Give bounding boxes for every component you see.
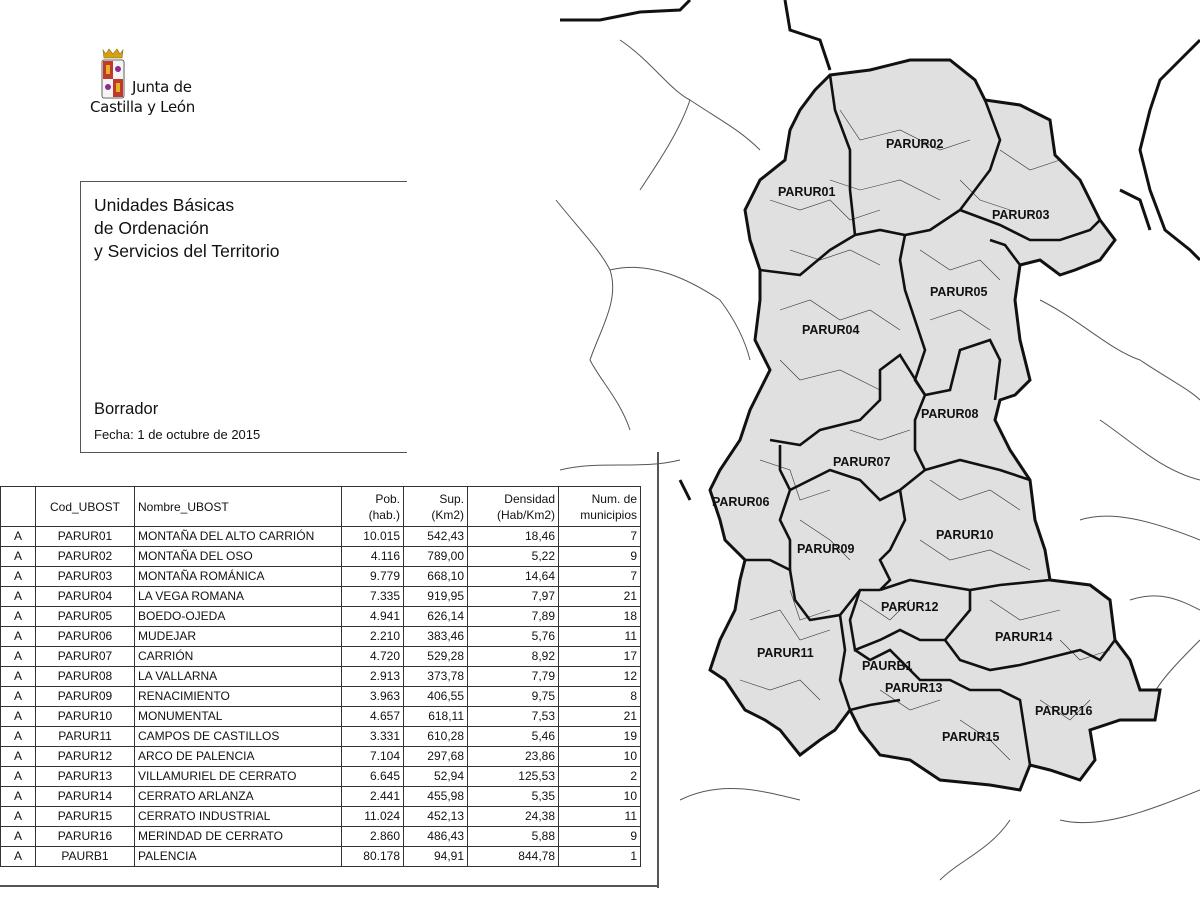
cell-densidad: 125,53 xyxy=(468,767,559,787)
cell-pob: 4.116 xyxy=(342,547,404,567)
map-label-parur13: PARUR13 xyxy=(885,681,943,695)
table-row xyxy=(1,727,641,747)
cell-nombre: LA VALLARNA xyxy=(135,667,342,687)
cell-sup: 529,28 xyxy=(404,647,468,667)
cell-densidad: 23,86 xyxy=(468,747,559,767)
cell-tipo: A xyxy=(1,707,36,727)
logo-text-line2: Castilla y León xyxy=(90,98,195,116)
cell-tipo: A xyxy=(1,527,36,547)
table-row xyxy=(1,667,641,687)
cell-num-municipios: 11 xyxy=(559,627,641,647)
cell-num-municipios: 21 xyxy=(559,707,641,727)
cell-num-municipios: 17 xyxy=(559,647,641,667)
map-label-parur12: PARUR12 xyxy=(881,600,939,614)
cell-densidad: 7,79 xyxy=(468,667,559,687)
cell-sup: 406,55 xyxy=(404,687,468,707)
cell-sup: 297,68 xyxy=(404,747,468,767)
cell-sup: 486,43 xyxy=(404,827,468,847)
cell-num-municipios: 12 xyxy=(559,667,641,687)
table-row xyxy=(1,547,641,567)
cell-densidad: 18,46 xyxy=(468,527,559,547)
cell-nombre: CERRATO INDUSTRIAL xyxy=(135,807,342,827)
cell-tipo: A xyxy=(1,787,36,807)
table-row xyxy=(1,767,641,787)
table-row xyxy=(1,687,641,707)
table-row xyxy=(1,827,641,847)
table-row xyxy=(1,587,641,607)
map-label-parur08: PARUR08 xyxy=(921,407,979,421)
cell-tipo: A xyxy=(1,767,36,787)
document-title-box xyxy=(80,181,407,453)
map-label-parur03: PARUR03 xyxy=(992,208,1050,222)
cell-cod: PARUR07 xyxy=(36,647,135,667)
cell-sup: 373,78 xyxy=(404,667,468,687)
cell-sup: 542,43 xyxy=(404,527,468,547)
cell-nombre: CARRIÓN xyxy=(135,647,342,667)
header-cod: Cod_UBOST xyxy=(36,487,135,527)
cell-tipo: A xyxy=(1,567,36,587)
cell-num-municipios: 8 xyxy=(559,687,641,707)
table-row xyxy=(1,567,641,587)
cell-nombre: ARCO DE PALENCIA xyxy=(135,747,342,767)
table-row xyxy=(1,607,641,627)
cell-pob: 3.963 xyxy=(342,687,404,707)
coat-of-arms-icon xyxy=(100,48,126,102)
cell-sup: 452,13 xyxy=(404,807,468,827)
cell-sup: 668,10 xyxy=(404,567,468,587)
map-label-parur04: PARUR04 xyxy=(802,323,860,337)
cell-tipo: A xyxy=(1,667,36,687)
cell-sup: 94,91 xyxy=(404,847,468,867)
cell-sup: 52,94 xyxy=(404,767,468,787)
cell-cod: PARUR16 xyxy=(36,827,135,847)
cell-nombre: MONTAÑA ROMÁNICA xyxy=(135,567,342,587)
title-line-2: de Ordenación xyxy=(94,218,209,238)
cell-pob: 80.178 xyxy=(342,847,404,867)
cell-tipo: A xyxy=(1,727,36,747)
header-sup: Sup. (Km2) xyxy=(404,487,468,527)
table-row xyxy=(1,707,641,727)
cell-tipo: A xyxy=(1,687,36,707)
cell-sup: 789,00 xyxy=(404,547,468,567)
map-label-parur14: PARUR14 xyxy=(995,630,1053,644)
cell-pob: 4.657 xyxy=(342,707,404,727)
cell-sup: 610,28 xyxy=(404,727,468,747)
cell-num-municipios: 18 xyxy=(559,607,641,627)
cell-sup: 455,98 xyxy=(404,787,468,807)
cell-num-municipios: 21 xyxy=(559,587,641,607)
cell-densidad: 5,35 xyxy=(468,787,559,807)
cell-cod: PARUR12 xyxy=(36,747,135,767)
cell-nombre: VILLAMURIEL DE CERRATO xyxy=(135,767,342,787)
map-label-parur15: PARUR15 xyxy=(942,730,1000,744)
cell-num-municipios: 9 xyxy=(559,547,641,567)
cell-densidad: 5,76 xyxy=(468,627,559,647)
cell-densidad: 24,38 xyxy=(468,807,559,827)
cell-pob: 6.645 xyxy=(342,767,404,787)
cell-nombre: MONUMENTAL xyxy=(135,707,342,727)
table-row xyxy=(1,847,641,867)
cell-cod: PARUR15 xyxy=(36,807,135,827)
cell-cod: PARUR01 xyxy=(36,527,135,547)
table-row xyxy=(1,527,641,547)
title-line-1: Unidades Básicas xyxy=(94,195,235,215)
cell-nombre: MUDEJAR xyxy=(135,627,342,647)
header-num-municipios: Num. de municipios xyxy=(559,487,641,527)
cell-densidad: 5,46 xyxy=(468,727,559,747)
cell-nombre: MERINDAD DE CERRATO xyxy=(135,827,342,847)
logo-text-line1: Junta de xyxy=(132,78,192,96)
cell-sup: 919,95 xyxy=(404,587,468,607)
cell-num-municipios: 7 xyxy=(559,527,641,547)
ubost-table-panel xyxy=(0,452,662,888)
cell-tipo: A xyxy=(1,547,36,567)
cell-nombre: BOEDO-OJEDA xyxy=(135,607,342,627)
cell-cod: PARUR09 xyxy=(36,687,135,707)
cell-pob: 11.024 xyxy=(342,807,404,827)
cell-num-municipios: 7 xyxy=(559,567,641,587)
cell-num-municipios: 1 xyxy=(559,847,641,867)
table-row xyxy=(1,627,641,647)
cell-densidad: 9,75 xyxy=(468,687,559,707)
cell-nombre: CERRATO ARLANZA xyxy=(135,787,342,807)
map-label-paurb1: PAURB1 xyxy=(862,659,913,673)
cell-pob: 7.335 xyxy=(342,587,404,607)
map-label-parur07: PARUR07 xyxy=(833,455,891,469)
cell-nombre: RENACIMIENTO xyxy=(135,687,342,707)
cell-pob: 2.441 xyxy=(342,787,404,807)
cell-tipo: A xyxy=(1,847,36,867)
draft-label: Borrador xyxy=(94,400,159,418)
map-label-parur10: PARUR10 xyxy=(936,528,994,542)
cell-cod: PARUR02 xyxy=(36,547,135,567)
junta-logo xyxy=(88,48,218,120)
cell-densidad: 8,92 xyxy=(468,647,559,667)
cell-pob: 9.779 xyxy=(342,567,404,587)
cell-num-municipios: 10 xyxy=(559,747,641,767)
header-nombre: Nombre_UBOST xyxy=(135,487,342,527)
cell-sup: 626,14 xyxy=(404,607,468,627)
cell-nombre: LA VEGA ROMANA xyxy=(135,587,342,607)
cell-sup: 618,11 xyxy=(404,707,468,727)
cell-densidad: 7,97 xyxy=(468,587,559,607)
cell-pob: 7.104 xyxy=(342,747,404,767)
map-label-parur16: PARUR16 xyxy=(1035,704,1093,718)
cell-cod: PARUR04 xyxy=(36,587,135,607)
cell-pob: 2.860 xyxy=(342,827,404,847)
table-frame-bottom xyxy=(0,885,659,887)
cell-densidad: 7,53 xyxy=(468,707,559,727)
cell-pob: 4.720 xyxy=(342,647,404,667)
map-label-parur09: PARUR09 xyxy=(797,542,855,556)
cell-nombre: PALENCIA xyxy=(135,847,342,867)
cell-tipo: A xyxy=(1,607,36,627)
cell-num-municipios: 9 xyxy=(559,827,641,847)
table-row xyxy=(1,747,641,767)
cell-tipo: A xyxy=(1,807,36,827)
cell-densidad: 5,88 xyxy=(468,827,559,847)
map-label-parur06: PARUR06 xyxy=(712,495,770,509)
cell-pob: 2.210 xyxy=(342,627,404,647)
header-pob: Pob. (hab.) xyxy=(342,487,404,527)
cell-num-municipios: 19 xyxy=(559,727,641,747)
cell-num-municipios: 11 xyxy=(559,807,641,827)
cell-cod: PAURB1 xyxy=(36,847,135,867)
table-row xyxy=(1,807,641,827)
cell-num-municipios: 2 xyxy=(559,767,641,787)
cell-cod: PARUR11 xyxy=(36,727,135,747)
cell-tipo: A xyxy=(1,747,36,767)
document-title xyxy=(94,194,279,263)
cell-tipo: A xyxy=(1,827,36,847)
table-frame-right xyxy=(657,452,659,888)
map-label-parur05: PARUR05 xyxy=(930,285,988,299)
map-label-parur11: PARUR11 xyxy=(757,646,814,660)
header-densidad: Densidad (Hab/Km2) xyxy=(468,487,559,527)
cell-nombre: MONTAÑA DEL ALTO CARRIÓN xyxy=(135,527,342,547)
cell-tipo: A xyxy=(1,587,36,607)
map-label-parur02: PARUR02 xyxy=(886,137,944,151)
cell-pob: 10.015 xyxy=(342,527,404,547)
cell-cod: PARUR05 xyxy=(36,607,135,627)
cell-cod: PARUR10 xyxy=(36,707,135,727)
cell-densidad: 5,22 xyxy=(468,547,559,567)
cell-nombre: MONTAÑA DEL OSO xyxy=(135,547,342,567)
cell-cod: PARUR06 xyxy=(36,627,135,647)
cell-pob: 2.913 xyxy=(342,667,404,687)
cell-cod: PARUR13 xyxy=(36,767,135,787)
cell-densidad: 844,78 xyxy=(468,847,559,867)
ubost-table xyxy=(0,486,641,867)
cell-sup: 383,46 xyxy=(404,627,468,647)
cell-pob: 4.941 xyxy=(342,607,404,627)
table-header-row xyxy=(1,487,641,527)
cell-num-municipios: 10 xyxy=(559,787,641,807)
document-date: Fecha: 1 de octubre de 2015 xyxy=(94,427,261,442)
header-tipo xyxy=(1,487,36,527)
cell-cod: PARUR08 xyxy=(36,667,135,687)
cell-tipo: A xyxy=(1,627,36,647)
cell-nombre: CAMPOS DE CASTILLOS xyxy=(135,727,342,747)
title-line-3: y Servicios del Territorio xyxy=(94,241,280,261)
map-label-parur01: PARUR01 xyxy=(778,185,836,199)
cell-cod: PARUR14 xyxy=(36,787,135,807)
table-row xyxy=(1,647,641,667)
cell-cod: PARUR03 xyxy=(36,567,135,587)
cell-densidad: 14,64 xyxy=(468,567,559,587)
cell-tipo: A xyxy=(1,647,36,667)
cell-pob: 3.331 xyxy=(342,727,404,747)
cell-densidad: 7,89 xyxy=(468,607,559,627)
table-row xyxy=(1,787,641,807)
